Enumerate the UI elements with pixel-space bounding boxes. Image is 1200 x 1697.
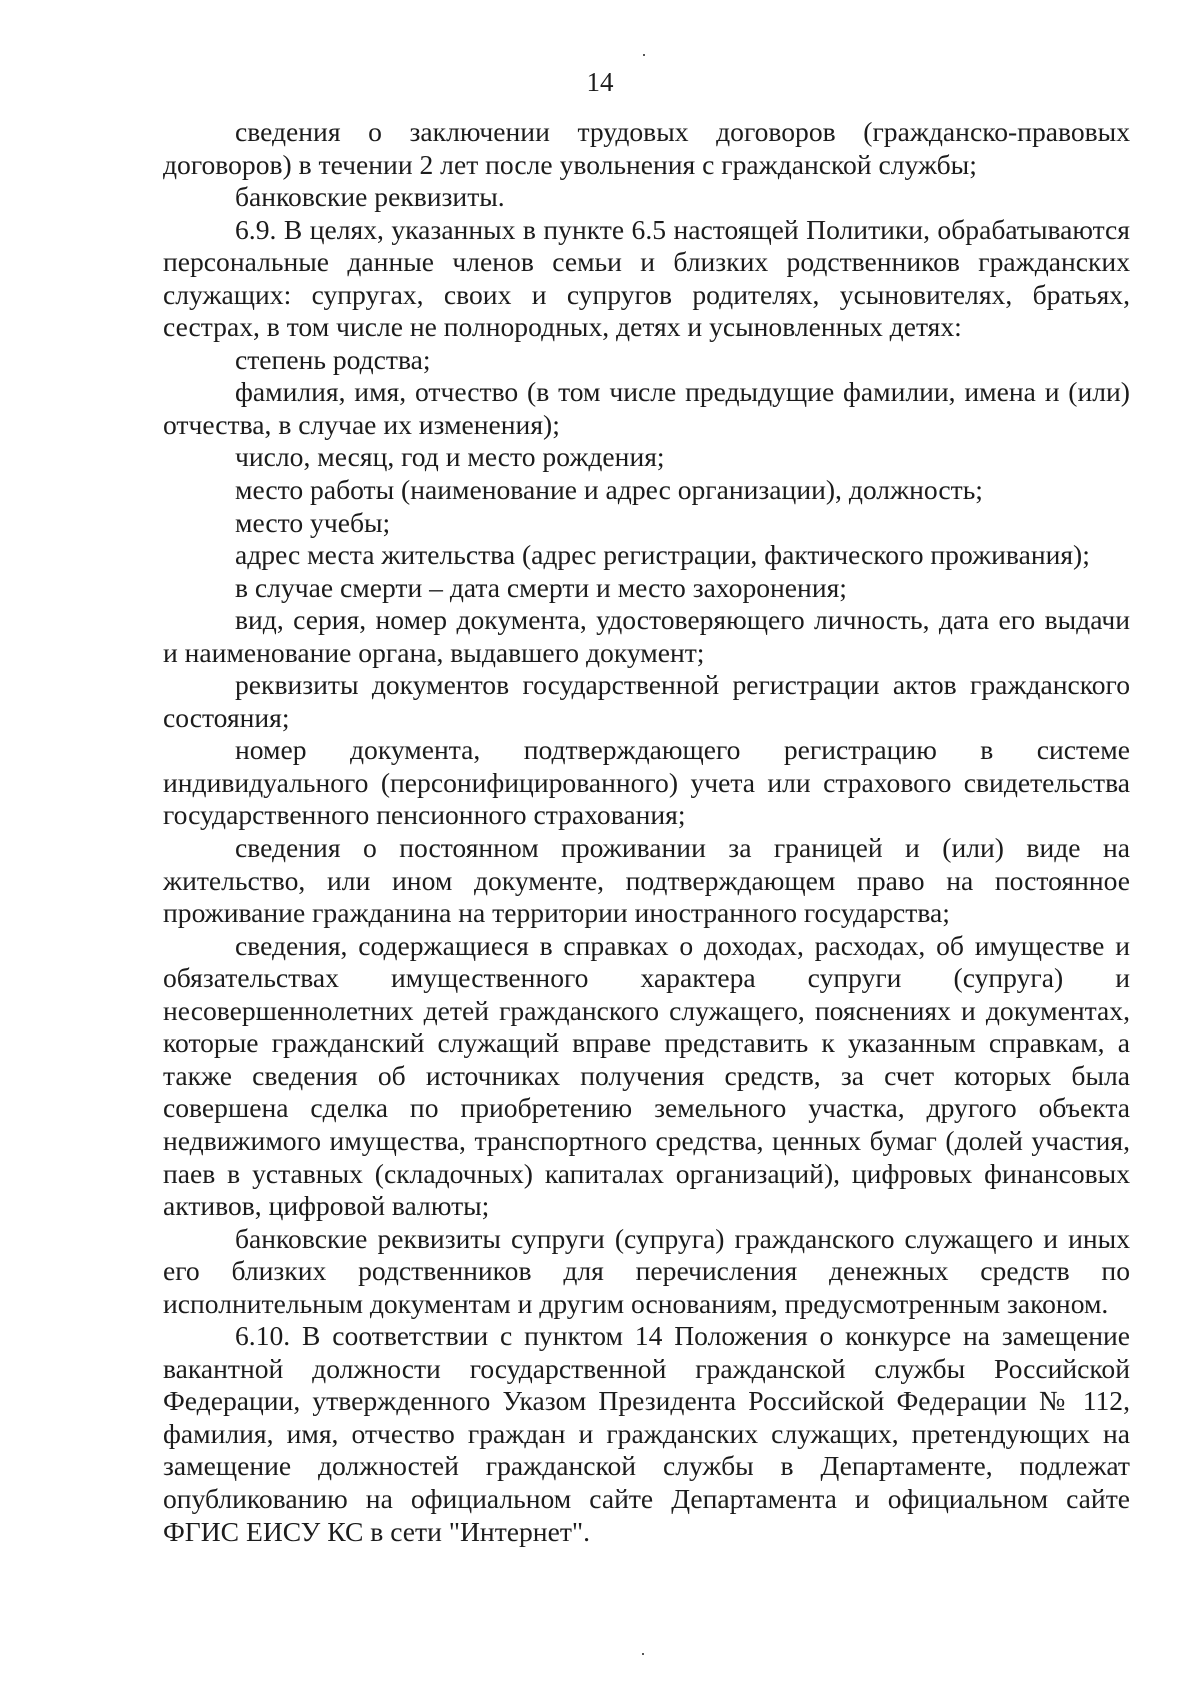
list-item-workplace: место работы (наименование и адрес организации), должность;: [235, 474, 983, 506]
paragraph-employment-contracts: сведения о заключении трудовых договоров (гражданско-правовых договоров) в течении 2 лет после увольнения с гражданской службы;: [163, 116, 1130, 180]
paragraph-bank-details: банковские реквизиты.: [235, 181, 505, 213]
page-number: 14: [586, 67, 614, 97]
list-item-full-name: фамилия, имя, отчество (в том числе предыдущие фамилии, имена и (или) отчества, в случае их изменения);: [163, 376, 1130, 440]
scan-mark-bottom: [642, 1653, 644, 1655]
list-item-place-of-study: место учебы;: [235, 506, 391, 538]
list-item-pension-insurance: номер документа, подтверждающего регистрацию в системе индивидуального (персонифицированного) учета или страхового свидетельства государственного пенсионного страхования;: [163, 734, 1130, 831]
list-item-residence-address: адрес места жительства (адрес регистрации, фактического проживания);: [235, 539, 1090, 571]
scan-mark-top: [643, 54, 645, 56]
document-body: [163, 116, 1130, 1548]
paragraph-6-10: 6.10. В соответствии с пунктом 14 Положения о конкурсе на замещение вакантной должности государственной гражданской службы Российской Федерации, утвержденного Указом Президента Российской Федерации № 112, фамилия, имя, отчество граждан и гражданских служащих, претендующих на замещение должностей гражданской службы в Департаменте, подлежат опубликованию на официальном сайте Департамента и официальном сайте ФГИС ЕИСУ КС в сети "Интернет".: [163, 1320, 1130, 1547]
list-item-birth-date-place: число, месяц, год и место рождения;: [235, 441, 665, 473]
list-item-kinship-degree: степень родства;: [235, 343, 431, 375]
list-item-identity-document: вид, серия, номер документа, удостоверяющего личность, дата его выдачи и наименование органа, выдавшего документ;: [163, 604, 1130, 668]
list-item-residence-abroad: сведения о постоянном проживании за границей и (или) виде на жительство, или ином документе, подтверждающем право на постоянное проживание гражданина на территории иностранного государства;: [163, 832, 1130, 929]
paragraph-6-9: 6.9. В целях, указанных в пункте 6.5 настоящей Политики, обрабатываются персональные данные членов семьи и близких родственников гражданских служащих: супругах, своих и супругов родителях, усыновителях, братьях, сестрах, в том числе не полнородных, детях и усыновленных детях:: [163, 213, 1130, 343]
list-item-civil-status-acts: реквизиты документов государственной регистрации актов гражданского состояния;: [163, 669, 1130, 733]
list-item-death-info: в случае смерти – дата смерти и место захоронения;: [235, 571, 847, 603]
list-item-relatives-bank-details: банковские реквизиты супруги (супруга) гражданского служащего и иных его близких родственников для перечисления денежных средств по исполнительным документам и другим основаниям, предусмотренным законом.: [163, 1222, 1130, 1319]
list-item-income-property: сведения, содержащиеся в справках о доходах, расходах, об имуществе и обязательствах имущественного характера супруги (супруга) и несовершеннолетних детей гражданского служащего, пояснениях и документах, которые гражданский служащий вправе представить к указанным справкам, а также сведения об источниках получения средств, за счет которых была совершена сделка по приобретению земельного участка, другого объекта недвижимого имущества, транспортного средства, ценных бумаг (долей участия, паев в уставных (складочных) капиталах организаций), цифровых финансовых активов, цифровой валюты;: [163, 929, 1130, 1222]
